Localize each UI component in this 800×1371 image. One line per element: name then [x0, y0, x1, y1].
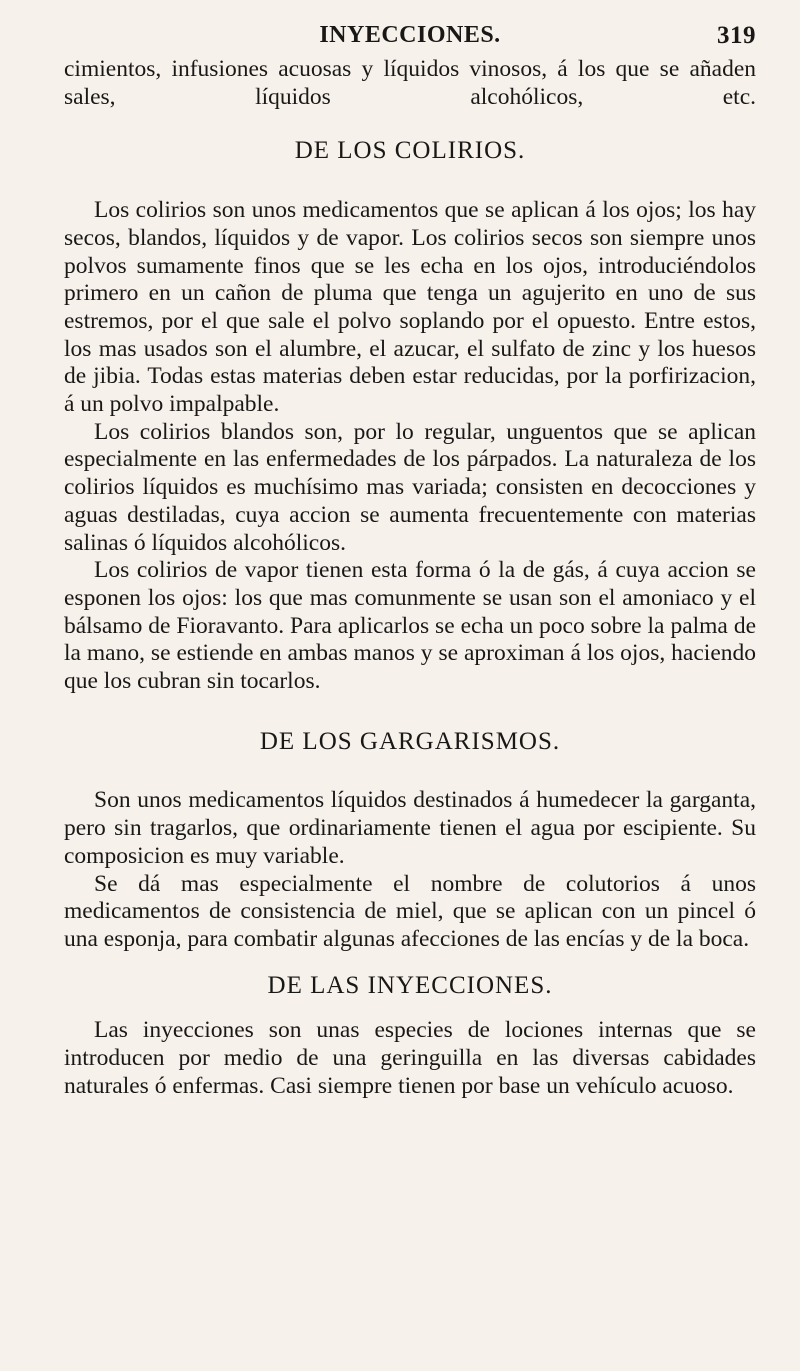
running-head: [64, 18, 756, 56]
paragraph: Se dá mas especialmente el nombre de colutorios á unos medicamentos de consistencia de miel, que se aplican con un pincel ó una esponja, para combatir algunas afecciones de las encías y de la boca.: [64, 870, 756, 952]
section-heading-colirios: DE LOS COLIRIOS.: [294, 137, 526, 165]
running-title: INYECCIONES.: [319, 22, 501, 48]
section-heading-gargarismos: DE LOS GARGARISMOS.: [259, 727, 561, 755]
paragraph: Los colirios son unos medicamentos que se aplican á los ojos; los hay secos, blandos, líquidos y de vapor. Los colirios secos son siempre unos polvos sumamente finos que se les echa en los ojos, introduciéndolos primero en un cañon de pluma que tenga un agujerito en uno de sus estremos, por el que sale el polvo soplando por el opuesto. Entre estos, los mas usados son el alumbre, el azucar, el sulfato de zinc y los huesos de jibia. Todas estas materias deben estar reducidas, por la porfirizacion, á un polvo impalpable.: [64, 197, 756, 418]
paragraph: Los colirios de vapor tienen esta forma ó la de gás, á cuya accion se esponen los ojos: los que mas comunmente se usan son el amoniaco y el bálsamo de Fioravanto. Para aplicarlos se echa un poco sobre la palma de la mano, se estiende en ambas manos y se aproximan á los ojos, haciendo que los cubran sin tocarlos.: [64, 557, 756, 695]
paragraph: Las inyecciones son unas especies de lociones internas que se introducen por medio de una geringuilla en las diversas cabidades naturales ó enfermas. Casi siempre tienen por base un vehículo acuoso.: [64, 1017, 756, 1099]
page-number: 319: [717, 22, 756, 49]
book-page: [64, 18, 756, 1348]
paragraph: Los colirios blandos son, por lo regular, unguentos que se aplican especialmente en las enfermedades de los párpados. La naturaleza de los colirios líquidos es muchísimo mas variada; consisten en decocciones y aguas destiladas, cuya accion se aumenta frecuentemente con materias salinas ó líquidos alcohólicos.: [64, 418, 756, 556]
section-heading-inyecciones: DE LAS INYECCIONES.: [267, 971, 553, 999]
page-body: [64, 56, 756, 1101]
paragraph: Son unos medicamentos líquidos destinados á humedecer la garganta, pero sin tragarlos, que ordinariamente tienen el agua por escipiente. Su composicion es muy variable.: [64, 787, 756, 869]
intro-paragraph: cimientos, infusiones acuosas y líquidos vinosos, á los que se añaden sales, líquidos alcohólicos, etc.: [64, 56, 756, 110]
